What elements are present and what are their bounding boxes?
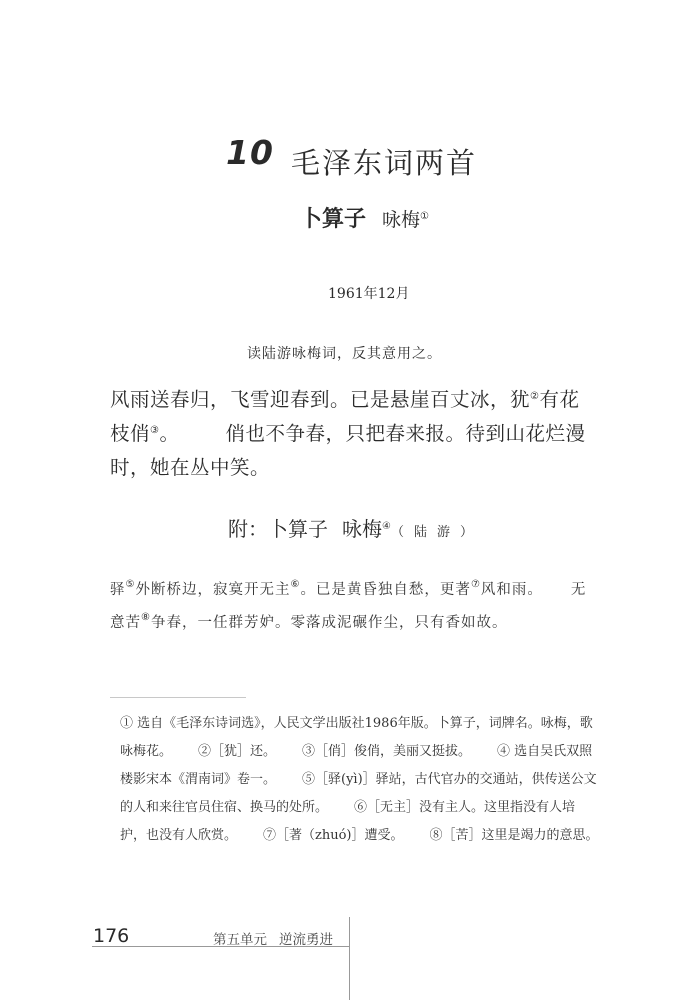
- unit-label: [213, 928, 333, 948]
- poem-title: 卜算子: [300, 206, 367, 232]
- appendix-author: （陆游）: [390, 525, 483, 540]
- appendix-text: 。已是黄昏独自愁，更著: [300, 582, 471, 598]
- appendix-text: 争春，一任群芳妒。零落成泥碾作尘，只有香如故。: [150, 615, 508, 631]
- poem-text: 风雨送春归，飞雪迎春到。已是悬崖百丈冰，犹: [110, 388, 531, 411]
- appendix-label: 附：: [228, 517, 268, 541]
- footnote-2: ②［犹］还。: [198, 744, 277, 759]
- footnote-ref-3: ③: [150, 425, 160, 436]
- poem-text: 俏也不争春，只把春来报。待到山花烂漫时，她在丛中笑。: [110, 422, 586, 479]
- lesson-number: 10: [226, 133, 274, 172]
- appendix-text: 外断桥边，寂寞开无主: [135, 582, 291, 598]
- footnote-1: ① 选自《毛泽东诗词选》，人民文学出版社1986年版。卜算子，词牌名。咏梅，歌咏梅花。: [120, 716, 593, 759]
- poem-subtitle-text: 咏梅: [382, 209, 421, 231]
- appendix-text: 驿: [110, 582, 126, 598]
- page-number: 176: [93, 925, 130, 947]
- footnote-ref-8: ⑧: [141, 612, 151, 623]
- footnote-3: ③［俏］俊俏，美丽又挺拔。: [302, 744, 472, 759]
- footnote-5: ⑤［驿(yì)］驿站，古代官办的交通站，供传送公文的人和来往官员住宿、换马的处所。: [120, 772, 597, 815]
- unit-name: 第五单元: [213, 932, 267, 948]
- footnotes: [120, 710, 600, 850]
- footnote-ref-6: ⑥: [290, 579, 301, 590]
- footnote-ref-4: ④: [382, 521, 391, 532]
- footnote-7: ⑦［著（zhuó)］遭受。: [263, 828, 404, 843]
- footnote-8: ⑧［苦］这里是竭力的意思。: [429, 828, 599, 843]
- poem-body: [110, 383, 595, 485]
- appendix-heading: [228, 513, 483, 542]
- footnote-ref-2: ②: [530, 391, 540, 402]
- poem-text: 有花枝俏: [110, 388, 580, 445]
- footnote-divider: [110, 697, 246, 698]
- appendix-title: 卜算子: [268, 517, 328, 541]
- footnote-4: ④ 选自吴氏双照楼影宋本《渭南词》卷一。: [120, 744, 593, 787]
- poem-date: 1961年12月: [328, 286, 410, 302]
- footer-vertical-rule: [349, 917, 350, 1000]
- poem-subtitle: [382, 205, 429, 232]
- unit-theme: 逆流勇进: [279, 932, 333, 948]
- footer-rule: [92, 946, 349, 947]
- appendix-body: [110, 574, 595, 640]
- appendix-subtitle: 咏梅: [342, 517, 382, 541]
- footnote-ref-1: ①: [420, 211, 429, 222]
- lesson-title: 毛泽东词两首: [291, 146, 478, 180]
- appendix-text: 无意苦: [110, 582, 587, 631]
- footnote-6: ⑥［无主］没有主人。这里指没有人培护，也没有人欣赏。: [120, 800, 576, 843]
- footnote-ref-5: ⑤: [125, 579, 136, 590]
- poem-preface: 读陆游咏梅词，反其意用之。: [247, 346, 442, 362]
- footnote-ref-7: ⑦: [470, 579, 481, 590]
- poem-text: 。: [159, 422, 180, 445]
- appendix-text: 风和雨。: [480, 582, 543, 598]
